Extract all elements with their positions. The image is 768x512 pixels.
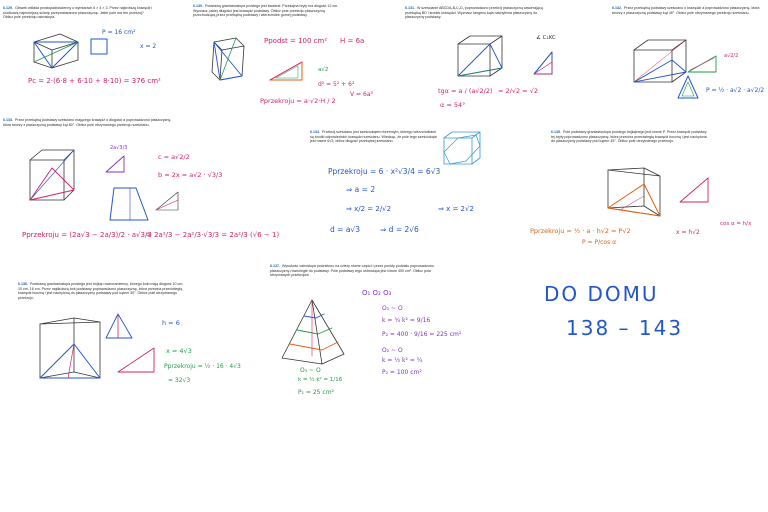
- problem-text: Podstawą graniastosłupa prostego jest trójkąt równoramienny, którego boki mają długość 10 cm, 10 cm, 16 cm. Przez najdłuższą bok podstawy poprowadzono płaszczyznę, która przecina przeciwległą krawędź boczną i jest nachyloną do płaszczyzny podstawy pod kątem 30°. Oblicz pole otrzymanego przekroju.: [18, 282, 184, 300]
- triangle-sketch-135: [678, 176, 710, 204]
- note-136-x: x = 4√3: [166, 347, 192, 355]
- note-130-diag: a√2: [318, 67, 329, 73]
- pyramid-drawing-137: [280, 298, 346, 366]
- note-135-area: Pprzekroju = ½ · a · h√2 = P√2: [530, 227, 631, 235]
- problem-text: Przez przekątną podstawy sześcianu o krawędzi a poprowadzono płaszczyznę, która tworzy z płaszczyzną podstawy kąt 45°. Oblicz pole otrzymanego przekroju sześcianu.: [612, 6, 760, 15]
- note-137-k-2: k = ½ k² = ¼: [382, 357, 423, 364]
- note-130-volume: V = 6a³: [350, 91, 373, 98]
- problem-text: Pole podstawy graniastosłupa prostego trójkątnego jest równe P. Przez krawędź podstawy tej bryły poprowadzono płaszczyznę, która przecina przeciwległą krawędź boczną i jest nachylona do płaszczyzny podstawy pod kątem 45°. Oblicz pole otrzymanego przekroju.: [551, 130, 707, 144]
- note-133-c: c = a√2/2: [158, 153, 190, 161]
- note-136-area: Pprzekroju = ½ · 16 · 4√3: [164, 363, 241, 370]
- problem-number: 6.129.: [3, 6, 13, 10]
- note-133-b: b = 2x = a√2 · √3/3: [158, 171, 223, 179]
- homework-range: 138 – 143: [566, 316, 684, 340]
- rectangle-sketch-129: [90, 38, 110, 56]
- note-134-x: ⇒ x = 2√2: [438, 205, 474, 213]
- note-132-half-diag: a√2/2: [724, 53, 739, 59]
- note-133-area-result: = 2a²/3 − 2a²/3·√3/3 = 2a²/3 (√6 − 1): [146, 231, 280, 239]
- note-129-x: x = 2: [140, 43, 157, 50]
- problem-130: [193, 4, 343, 18]
- problem-text: Ołówek wkłada prostopadłościenny o wymiarach 6 × 4 × 3. Przez najkrótszą krawędź i środkową najmniejszą ścianę przeprowadzono płaszczyznę. Jakie pole ma ten przekrój? Oblicz pole przekroju ostrosłupa.: [3, 6, 153, 20]
- note-135-cos: cos α = h/x: [720, 221, 752, 227]
- prism-drawing-130: [208, 36, 248, 82]
- problem-131: [405, 6, 555, 20]
- triangle-sketch-130: [268, 58, 306, 84]
- note-137-sim-2: O₂ ~ O: [382, 347, 403, 354]
- note-137-sim-1: O₁ ~ O: [382, 305, 403, 312]
- right-triangle-136: [116, 346, 156, 374]
- note-134-x-ratio: ⇒ x/2 = 2/√2: [346, 205, 392, 213]
- note-133-area: Pprzekroju = (2a√3 − 2a/3)/2 · a√3/3: [22, 231, 152, 239]
- problem-text: Podstawą graniastosłupa prostego jest kwadrat. Przekątna bryły ma długość 12 cm. Wyznacz, jakiej długości jest krawędź podstawy. Oblicz pole przekroju płaszczyzną przechodzącą przez przekątną podstawy i wierzchołek górnej podstawy.: [193, 4, 339, 18]
- problem-text: Przekrój sześcianu jest sześciokątem foremnym, którego wierzchołkami są środki odpowiednich krawędzi sześcianu. Wiedząc, że pole tego sześciokąta jest równe 6√3, oblicz długość przekątnej sześcianu.: [310, 130, 437, 144]
- note-135-x: x = h√2: [676, 229, 700, 236]
- note-130-height: H = 6a: [340, 37, 365, 45]
- angle-sketch-133: [154, 190, 180, 212]
- problem-136: [18, 282, 188, 300]
- problem-132: [612, 6, 762, 15]
- note-131-tan-value: = 2/√2 = √2: [498, 87, 538, 95]
- cuboid-drawing-129: [30, 28, 82, 68]
- note-137-p3-calc: P₂ = 400 · 9/16 = 225 cm²: [382, 331, 462, 338]
- problem-135: [551, 130, 711, 144]
- note-131-alpha: α = 54°: [440, 101, 466, 109]
- note-134-d-result: ⇒ d = 2√6: [380, 225, 419, 234]
- cube-drawing-131: [456, 34, 504, 78]
- triangle-sketch-133: [104, 154, 126, 174]
- note-137-sections: O₁ O₂ O₃: [362, 289, 392, 297]
- problem-text: Przez przekątną podstawy sześcianu mającego krawędź o długości a poprowadzono płaszczyznę, która tworzy z płaszczyzną podstawy kąt 60°. Oblicz pole otrzymanego przekroju sześcianu.: [3, 118, 172, 127]
- cube-drawing-133: [28, 148, 76, 204]
- problem-text: Wysokość ostrosłupa podzielono na cztery równe części i przez punkty podziału poprowadzono płaszczyzny równoległe do podstawy. Pole podstawy tego ostrosłupa jest równe 400 cm². Oblicz pola otrzymanych przekrojów.: [270, 264, 434, 278]
- pyramid-sketch-132: [676, 74, 700, 100]
- note-137-sim-3: O₃ ~ O: [300, 367, 321, 374]
- prism-drawing-136: [34, 316, 104, 386]
- note-134-area: Pprzekroju = 6 · x²√3/4 = 6√3: [328, 167, 441, 176]
- note-129-area: P = 16 cm²: [102, 29, 136, 36]
- problem-number: 6.135.: [551, 130, 561, 134]
- problem-137: [270, 264, 440, 278]
- note-133-length: 2a√3/3: [110, 145, 128, 151]
- note-130-base: Ppodst = 100 cm²: [264, 37, 328, 45]
- note-137-p2: P₂ = 100 cm²: [382, 369, 422, 376]
- problem-text: W sześcianie ABCDA₁B₁C₁D₁ poprowadzono przekrój płaszczyzną zawierającą przekątną BD i środek krawędzi. Wyznacz tangens kąta nachylenia płaszczyzny do płaszczyzny podstawy.: [405, 6, 543, 20]
- note-135-ratio: P = P/cos α: [582, 239, 617, 246]
- problem-number: 6.132.: [612, 6, 622, 10]
- triangle-sketch-132: [686, 52, 718, 74]
- cube-drawing-134: [442, 130, 482, 166]
- note-131-tan: tgα = a / (a√2/2): [438, 87, 493, 95]
- note-131-angle: ∡ C₁KC: [536, 35, 556, 41]
- note-132-area: P = ½ · a√2 · a√2/2: [706, 87, 765, 94]
- note-137-k-3: k = ¾ k² = 9/16: [382, 317, 431, 324]
- problem-number: 6.134.: [310, 130, 320, 134]
- note-134-d: d = a√3: [330, 225, 360, 234]
- problem-number: 6.137.: [270, 264, 280, 268]
- note-137-p1: P₁ = 25 cm²: [298, 389, 334, 396]
- note-137-k-1: k = ¼ k² = 1/16: [298, 377, 343, 383]
- triangle-sketch-131: [532, 50, 554, 76]
- problem-129: [3, 6, 153, 20]
- prism-drawing-135: [606, 166, 664, 218]
- note-129-total: Pc = 2·(6·8 + 6·10 + 8·10) = 376 cm²: [28, 77, 161, 85]
- note-134-a: ⇒ a = 2: [346, 185, 376, 194]
- triangle-sketch-136: [104, 312, 134, 340]
- note-136-area-result: = 32√3: [168, 377, 191, 384]
- problem-number: 6.136.: [18, 282, 28, 286]
- problem-number: 6.131.: [405, 6, 415, 10]
- problem-number: 6.130.: [193, 4, 203, 8]
- problem-134: [310, 130, 440, 144]
- note-130-section: Pprzekroju = a·√2·H / 2: [260, 97, 336, 105]
- note-130-pythagoras: d² = 5² + 6²: [318, 81, 355, 88]
- homework-title: DO DOMU: [544, 282, 659, 306]
- trapezoid-sketch-133: [108, 186, 150, 222]
- problem-133: [3, 118, 179, 127]
- note-136-h: h = 6: [162, 319, 180, 327]
- problem-number: 6.133.: [3, 118, 13, 122]
